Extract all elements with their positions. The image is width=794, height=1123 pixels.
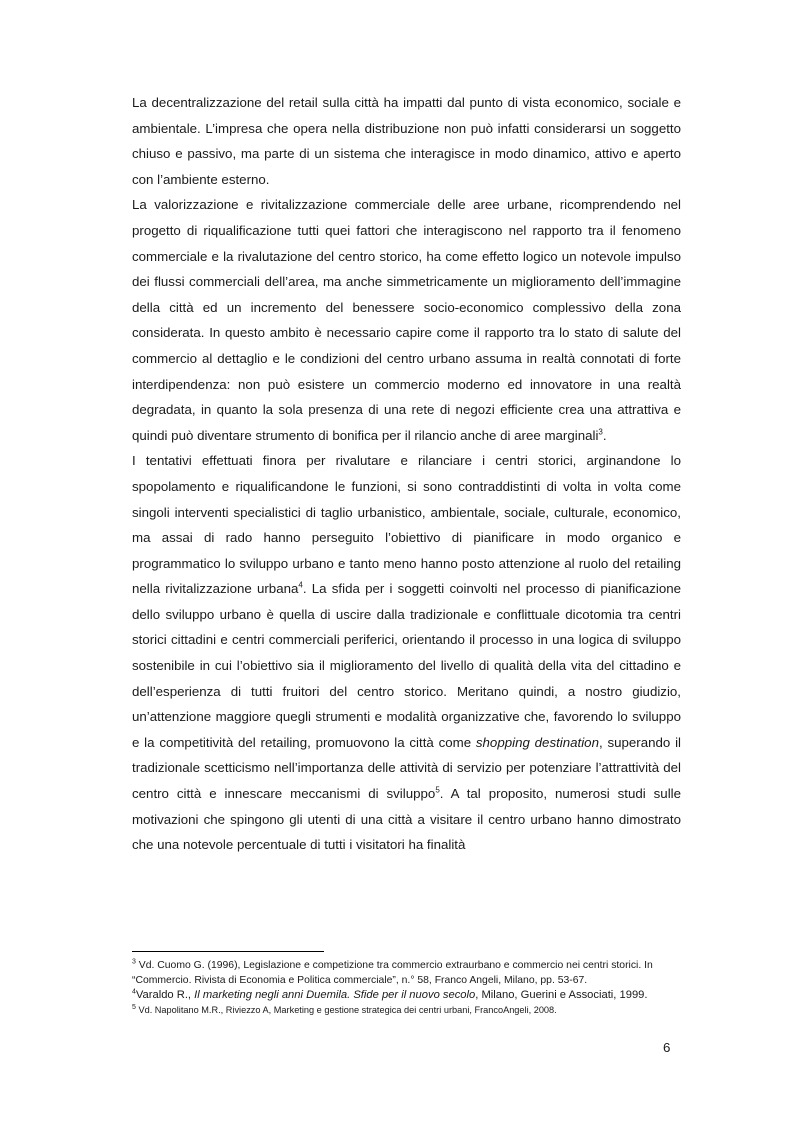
- footnote-3: [132, 958, 681, 988]
- footnote-divider: [132, 951, 324, 952]
- paragraph-3-text-a: I tentativi effettuati finora per rivalutare e rilanciare i centri storici, arginandone lo spopolamento e riqualificandone le funzioni, si sono contraddistinti di volta in volta come singoli interventi specialistici di taglio urbanistico, ambientale, sociale, culturale, economico, ma assai di rado hanno perseguito l’obiettivo di pianificare in modo organico e programmatico lo sviluppo urbano e tanto meno hanno posto attenzione al ruolo del retailing nella rivitalizzazione urbana: [132, 453, 681, 597]
- footnote-5: [132, 1003, 681, 1018]
- paragraph-2-text: La valorizzazione e rivitalizzazione commerciale delle aree urbane, ricomprendendo nel progetto di riqualificazione tutti quei fattori che interagiscono nel rapporto tra il fenomeno commerciale e la rivalutazione del centro storico, ha come effetto logico un notevole impulso dei flussi commerciali dell’area, ma anche simmetricamente un miglioramento dell’immagine della città ed un incremento del benessere socio-economico complessivo della zona considerata. In questo ambito è necessario capire come il rapporto tra lo stato di salute del commercio al dettaglio e le condizioni del centro urbano assuma in realtà connotati di forte interdipendenza: non può esistere un commercio moderno ed innovatore in una realtà degradata, in quanto la sola presenza di una rete di negozi efficiente crea una attrattiva e quindi può diventare strumento di bonifica per il rilancio anche di aree marginali: [132, 197, 681, 443]
- footnote-3-number: 3: [132, 958, 136, 966]
- body-text: [132, 90, 681, 858]
- paragraph-3-text-b: . La sfida per i soggetti coinvolti nel processo di pianificazione dello sviluppo urbano è quella di uscire dalla tradizionale e conflittuale dicotomia tra centri storici cittadini e centri commerciali periferici, orientando il processo in una logica di sviluppo sostenibile in cui l’obiettivo sia il miglioramento del livello di qualità della vita del cittadino e dell’esperienza di tutti fruitori del centro storico. Meritano quindi, a nostro giudizio, un’attenzione maggiore quegli strumenti e modalità organizzative che, favorendo lo sviluppo e la competitività del retailing, promuovono la città come: [132, 581, 681, 750]
- footnote-5-text: Vd. Napolitano M.R., Riviezzo A, Marketing e gestione strategica dei centri urbani, FrancoAngeli, 2008.: [135, 1005, 557, 1015]
- paragraph-3: [132, 448, 681, 858]
- footnote-4-text-a: Varaldo R.,: [135, 989, 195, 1001]
- footnote-4: [132, 988, 681, 1003]
- footnotes-section: [132, 951, 681, 1018]
- footnote-3-text: Vd. Cuomo G. (1996), Legislazione e competizione tra commercio extraurbano e commercio nei centri storici. In “Commercio. Rivista di Economia e Politica commerciale”, n.° 58, Franco Angeli, Milano, pp. 53-67.: [132, 960, 653, 986]
- paragraph-2: [132, 192, 681, 448]
- footnote-4-number: 4: [132, 988, 136, 996]
- footnote-4-title: Il marketing negli anni Duemila. Sfide per il nuovo secolo: [194, 989, 476, 1001]
- footnote-ref-4[interactable]: 4: [298, 580, 303, 590]
- shopping-destination-term: shopping destination: [475, 734, 599, 750]
- footnote-ref-5[interactable]: 5: [435, 785, 440, 795]
- paragraph-2-end: .: [602, 427, 607, 443]
- paragraph-3-text-d: . A tal proposito, numerosi studi sulle motivazioni che spingono gli utenti di una città a visitare il centro urbano hanno dimostrato che una notevole percentuale di tutti i visitatori ha finalità: [132, 786, 682, 853]
- page-number: 6: [663, 1040, 671, 1055]
- footnote-ref-3[interactable]: 3: [598, 427, 603, 437]
- paragraph-1-text: La decentralizzazione del retail sulla città ha impatti dal punto di vista economico, sociale e ambientale. L’impresa che opera nella distribuzione non può infatti considerarsi un soggetto chiuso e passivo, ma parte di un sistema che interagisce in modo dinamico, attivo e aperto con l’ambiente esterno.: [132, 95, 681, 187]
- footnote-5-number: 5: [132, 1003, 136, 1011]
- paragraph-3-text-c: , superando il tradizionale scetticismo nell’importanza delle attività di servizio per potenziare l’attrattività del centro città e innescare meccanismi di sviluppo: [132, 734, 681, 802]
- paragraph-1: [132, 90, 681, 192]
- footnote-4-text-b: , Milano, Guerini e Associati, 1999.: [475, 989, 648, 1001]
